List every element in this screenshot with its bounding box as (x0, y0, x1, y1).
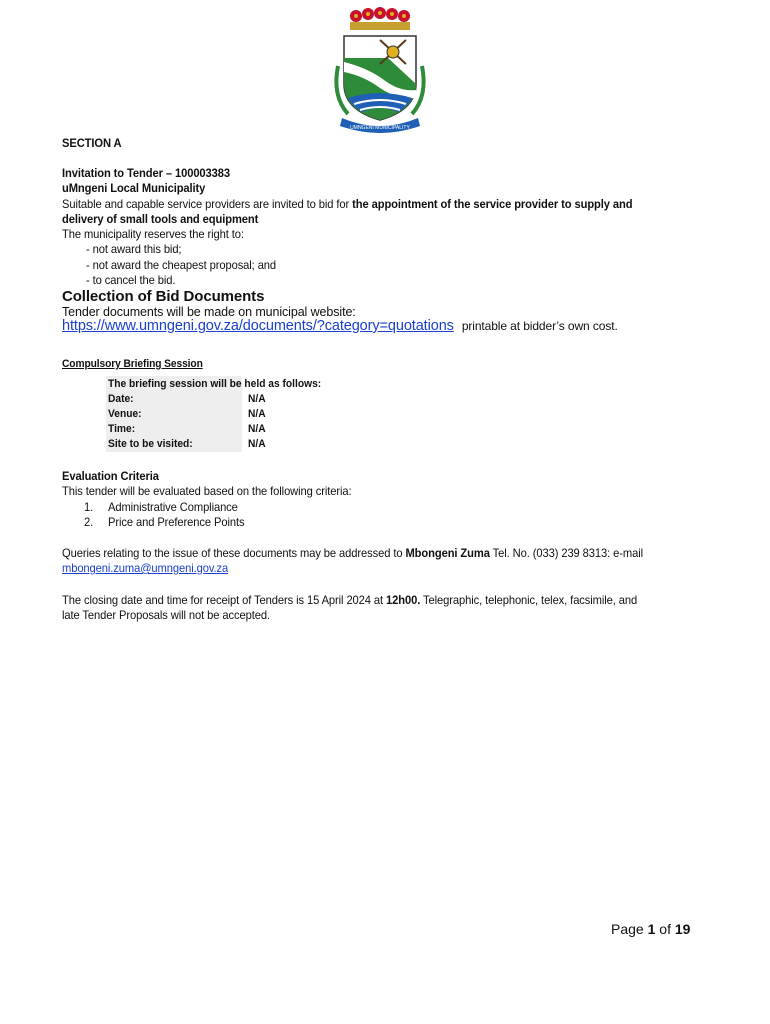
queries-suffix: Tel. No. (033) 239 8313: e-mail (489, 546, 643, 560)
page-current: 1 (647, 921, 656, 937)
collection-suffix: printable at bidder’s own cost. (461, 319, 618, 333)
contact-name: Mbongeni Zuma (405, 546, 490, 560)
evaluation-heading: Evaluation Criteria (62, 469, 159, 483)
briefing-value-date: N/A (248, 393, 266, 405)
queries-prefix: Queries relating to the issue of these documents may be addressed to (62, 546, 406, 560)
briefing-label-date: Date: (108, 393, 134, 405)
municipal-crest-logo (328, 6, 432, 136)
contact-email-link[interactable]: mbongeni.zuma@umngeni.gov.za (62, 561, 229, 575)
closing-suffix: Telegraphic, telephonic, telex, facsimile, and (420, 593, 638, 607)
section-title: SECTION A (62, 136, 122, 150)
reserves-text: The municipality reserves the right to: (62, 227, 244, 241)
closing-time: 12h00. (386, 593, 421, 607)
right-item: - not award this bid; (86, 242, 182, 256)
invitation-intro-prefix: Suitable and capable service providers are invited to bid for (62, 197, 353, 211)
page-label: Page (611, 921, 648, 937)
briefing-value-venue: N/A (248, 408, 266, 420)
queries-line (62, 546, 643, 561)
crest-crown (350, 7, 410, 30)
municipality-name: uMngeni Local Municipality (62, 181, 206, 195)
right-item: - to cancel the bid. (86, 273, 176, 287)
closing-prefix: The closing date and time for receipt of Tenders is 15 April 2024 at (62, 593, 387, 607)
invitation-intro-bold-1: the appointment of the service provider to supply and (352, 197, 633, 211)
criteria-number: 1. (84, 500, 94, 514)
collection-url-line (62, 319, 618, 334)
page-total: 19 (674, 921, 691, 937)
right-item: - not award the cheapest proposal; and (86, 258, 277, 272)
invitation-title: Invitation to Tender – 100003383 (62, 166, 231, 180)
crest-motto: UMNGENI MUNICIPALITY (350, 125, 410, 131)
briefing-label-time: Time: (108, 423, 136, 435)
criteria-number: 2. (84, 515, 94, 529)
tender-documents-link[interactable]: https://www.umngeni.gov.za/documents/?category=quotations (62, 318, 454, 334)
briefing-heading: Compulsory Briefing Session (62, 358, 203, 370)
crest-shield (344, 36, 416, 120)
queries-email-line (62, 561, 228, 576)
closing-line-1 (62, 593, 637, 608)
invitation-intro-line-1 (62, 197, 632, 212)
evaluation-text: This tender will be evaluated based on the following criteria: (62, 484, 352, 498)
collection-heading: Collection of Bid Documents (62, 288, 265, 305)
briefing-value-time: N/A (248, 423, 266, 435)
briefing-label-venue: Venue: (108, 408, 142, 420)
briefing-label-site: Site to be visited: (108, 438, 193, 450)
criteria-label: Administrative Compliance (108, 500, 238, 514)
page-number-footer (611, 921, 690, 937)
invitation-intro-line-2: delivery of small tools and equipment (62, 212, 259, 226)
briefing-value-site: N/A (248, 438, 266, 450)
collection-text: Tender documents will be made on municipal website: (62, 305, 356, 319)
closing-line-2: late Tender Proposals will not be accepted. (62, 608, 270, 622)
criteria-label: Price and Preference Points (108, 515, 245, 529)
page-of-label: of (655, 921, 675, 937)
briefing-intro: The briefing session will be held as follows: (108, 378, 322, 390)
